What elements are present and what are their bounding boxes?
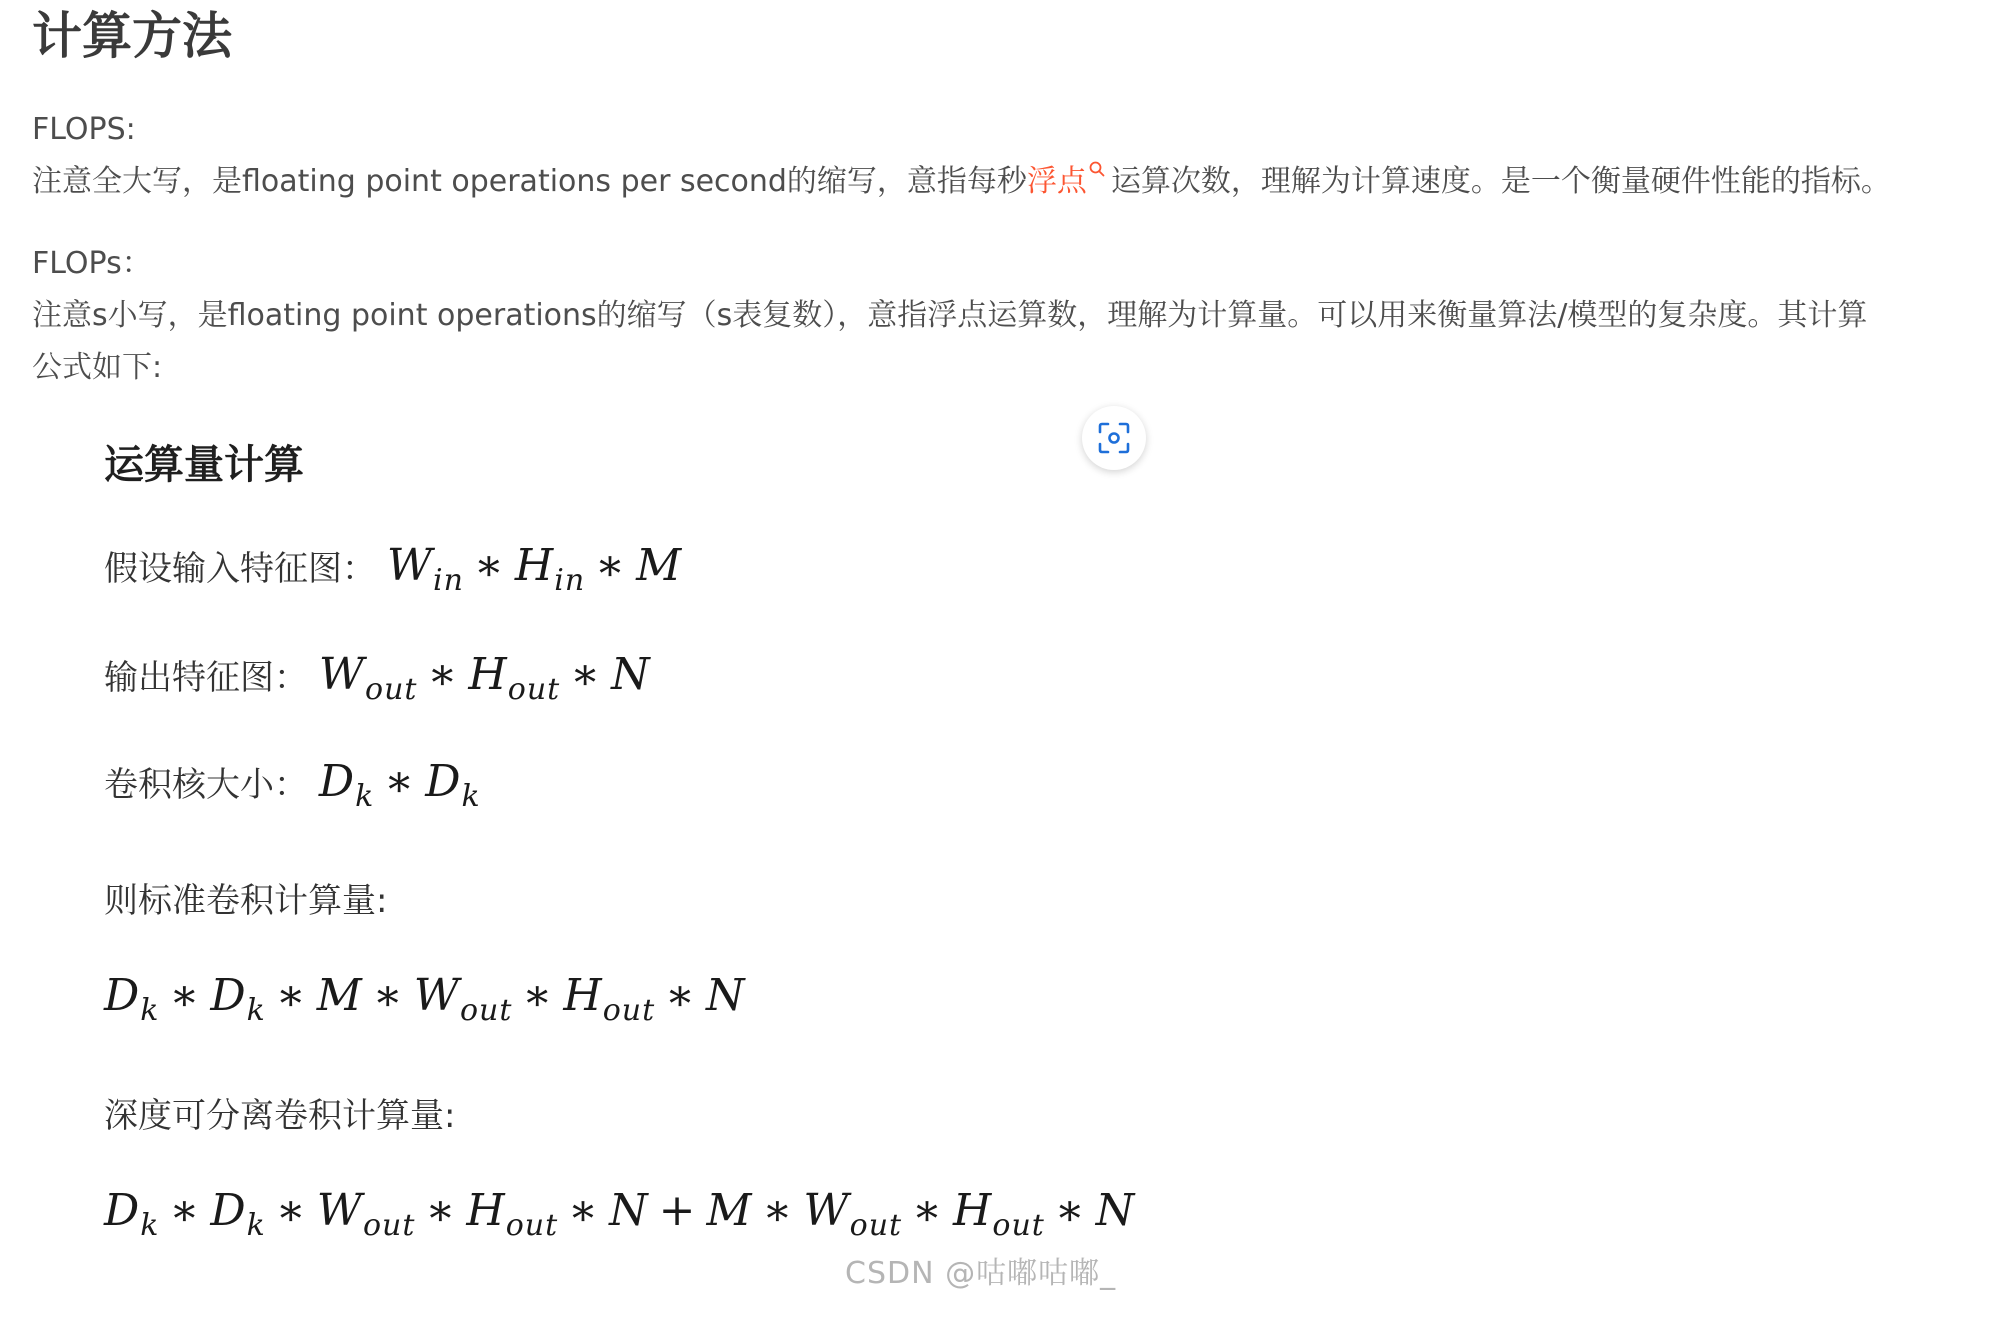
flops-upper-heading: FLOPS: [32, 112, 136, 147]
depthwise-conv-formula: $D_k$ ∗ $D_k$ ∗ $W_{out}$ ∗ $H_{out}$ ∗ N + M ∗ $W_{out}$ ∗ $H_{out}$ ∗ N [104, 1185, 1136, 1243]
kernel-size-formula: $D_k$ ∗ $D_k$ [318, 756, 481, 814]
keyword-link-floating-point[interactable]: 浮点 [1026, 164, 1087, 199]
depthwise-conv-label: 深度可分离卷积计算量: [104, 1096, 456, 1136]
standard-conv-label: 则标准卷积计算量: [104, 881, 388, 921]
page-title: 计算方法 [32, 7, 232, 65]
scan-icon [1097, 421, 1131, 455]
flops-upper-section [32, 104, 1972, 208]
flops-upper-description [32, 156, 1972, 208]
standard-conv-row [104, 970, 746, 1028]
formula-image [100, 405, 1150, 1285]
input-feature-row [104, 540, 683, 598]
flops-upper-text-before: 注意全大写，是floating point operations per second的缩写，意指每秒 [32, 164, 1027, 199]
kernel-size-row [104, 756, 481, 814]
depthwise-conv-row [104, 1185, 1136, 1243]
output-feature-row [104, 649, 651, 707]
figure-heading: 运算量计算 [104, 442, 304, 488]
input-feature-formula: $W_{in}$ ∗ $H_{in}$ ∗ M [386, 540, 683, 598]
kernel-size-label: 卷积核大小： [104, 765, 308, 805]
output-feature-label: 输出特征图： [104, 658, 308, 698]
csdn-watermark: CSDN @咕嘟咕嘟_ [845, 1256, 1117, 1291]
flops-lower-section [32, 238, 1972, 394]
search-icon[interactable] [1089, 161, 1105, 177]
flops-lower-heading: FLOPs： [32, 246, 152, 281]
output-feature-formula: $W_{out}$ ∗ $H_{out}$ ∗ N [318, 649, 651, 707]
standard-conv-formula: $D_k$ ∗ $D_k$ ∗ M ∗ $W_{out}$ ∗ $H_{out}$ ∗ N [104, 970, 746, 1028]
flops-upper-text-after: 运算次数，理解为计算速度。是一个衡量硬件性能的指标。 [1110, 164, 1891, 199]
flops-lower-line1: 注意s小写，是floating point operations的缩写（s表复数），意指浮点运算数，理解为计算量。可以用来衡量算法/模型的复杂度。其计算 [32, 298, 1868, 333]
input-feature-label: 假设输入特征图： [104, 549, 376, 589]
flops-lower-line2: 公式如下: [32, 350, 163, 385]
scan-button[interactable] [1082, 406, 1146, 470]
